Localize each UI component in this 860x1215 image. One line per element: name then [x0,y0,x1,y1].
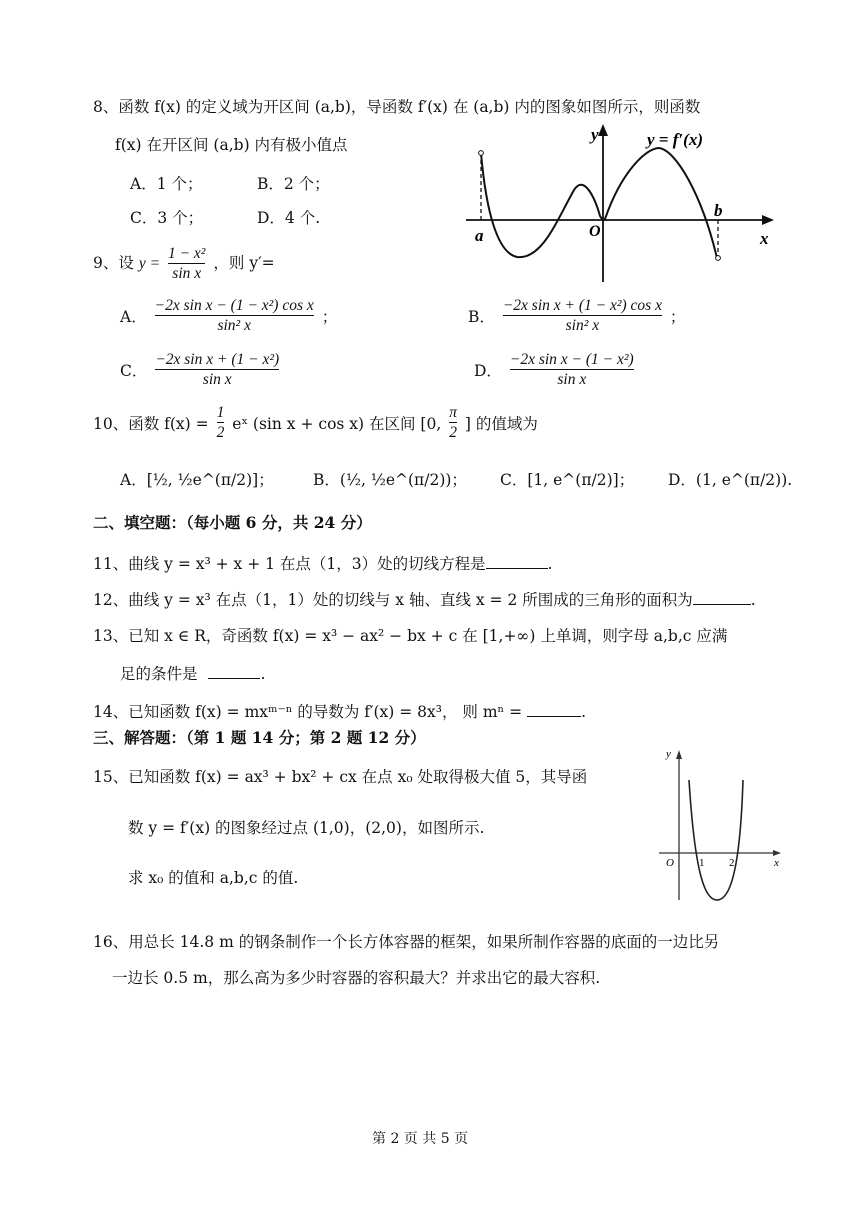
q10-pi-num: π [449,404,457,421]
q11-answer-blank [486,556,548,569]
q16-line1: 16、用总长 14.8 m 的钢条制作一个长方体容器的框架，如果所制作容器的底面的一边比另 [93,933,720,951]
q9-option-b-tail: ； [669,307,686,326]
q8-option-d: D．4 个. [257,209,321,227]
q8-open-endpoint-b [716,256,721,261]
page-footer: 第 2 页 共 5 页 [372,1131,469,1147]
q10-half-num: 1 [216,404,225,421]
q16-line2: 一边长 0.5 m，那么高为多少时容器的容积最大？并求出它的最大容积. [112,969,601,987]
q11-text: 11、曲线 y = x³ + x + 1 在点（1，3）处的切线方程是 [93,555,486,573]
q10-half-den: 2 [216,424,225,442]
q12-answer-blank [693,592,751,605]
q10-pi-fraction [449,403,457,443]
q10-pi-den: 2 [449,424,457,442]
q14-text: 14、已知函数 f(x) = mxᵐ⁻ⁿ 的导数为 f′(x) = 8x³， 则 mⁿ = [93,703,523,721]
q9-option-d-fraction [510,350,634,390]
q9-option-b-fraction [503,296,662,336]
q10-mid: eˣ (sin x + cos x) 在区间 [0, [232,414,442,433]
q10-option-d: D．(1, e^(π/2)). [668,471,793,489]
q8-option-a: A．1 个； [130,175,203,193]
q15-tick-2: 2 [729,857,735,869]
q9-option-a-fraction [155,296,314,336]
q9-option-b-den: sin² x [503,315,662,335]
q13-line2-text: 足的条件是 [120,665,198,683]
section-3-heading: 三、解答题：（第 1 题 14 分；第 2 题 12 分） [93,728,426,747]
q9-option-c-fraction [155,350,279,390]
q15-origin-label: O [666,857,674,869]
q8-curve-label: y = f′(x) [647,130,703,149]
q11 [93,552,553,574]
q9-option-b [468,296,685,336]
q8-option-c: C．3 个； [130,209,204,227]
q14-answer-blank [527,704,581,717]
q8-line1: 8、函数 f(x) 的定义域为开区间 (a,b)，导函数 f′(x) 在 (a,b) 内的图象如图所示，则函数 [93,98,701,116]
q12-end: . [750,591,756,609]
q10-option-c: C．[1, e^(π/2)]； [500,471,635,489]
q9-option-c [120,350,282,390]
q9-option-d-den: sin x [510,369,634,389]
q10-half-fraction [217,403,225,443]
q12 [93,588,756,610]
q9-option-c-den: sin x [155,369,279,389]
q9-option-a [120,296,337,336]
q15-line1: 15、已知函数 f(x) = ax³ + bx² + cx 在点 x₀ 处取得极大值 5，其导函 [93,768,588,786]
section-2-heading: 二、填空题：（每小题 6 分，共 24 分） [93,513,372,532]
q14-end: . [581,703,587,721]
q8-point-b-label: b [714,201,723,220]
q10-tail: ] 的值域为 [464,414,538,433]
q11-end: . [547,555,553,573]
q8-origin-label: O [589,223,601,240]
q9-option-b-num: −2x sin x + (1 − x²) cos x [502,297,662,314]
q9-stem [93,244,275,284]
q8-point-a-label: a [475,226,484,245]
q14 [93,700,586,722]
q15-derivative-graph [655,735,785,905]
q15-line2: 数 y = f′(x) 的图象经过点 (1,0)，(2,0)，如图所示. [128,819,485,837]
q9-option-d [474,350,637,390]
q13-end: . [260,665,266,683]
q9-option-a-tail: ； [321,307,338,326]
q9-option-c-letter: C． [120,361,148,380]
q8-open-endpoint-a [479,151,484,156]
q8-derivative-graph [462,120,782,285]
q10-option-a: A．[½, ½e^(π/2)]； [120,471,274,489]
q9-option-d-letter: D． [474,361,502,380]
q9-denominator: sin x [168,263,206,283]
q15-line3: 求 x₀ 的值和 a,b,c 的值. [128,869,299,887]
q9-after: ，则 y′= [213,253,275,272]
q10-stem [93,403,538,443]
q9-fraction [168,244,206,284]
q12-text: 12、曲线 y = x³ 在点（1，1）处的切线与 x 轴、直线 x = 2 所围成的三角形的面积为 [93,591,693,609]
q9-option-a-num: −2x sin x − (1 − x²) cos x [154,297,314,314]
q9-option-c-num: −2x sin x + (1 − x²) [155,351,280,368]
q8-y-axis-label: y [591,125,599,144]
q10-option-b: B．(½, ½e^(π/2))； [313,471,467,489]
q13-line1: 13、已知 x ∈ R，奇函数 f(x) = x³ − ax² − bx + c 在 [1,+∞) 上单调，则字母 a,b,c 应满 [93,627,728,645]
q9-option-d-num: −2x sin x − (1 − x²) [509,351,634,368]
q9-option-b-letter: B． [468,307,495,326]
q15-y-axis-label: y [666,748,671,760]
q10-lead: 10、函数 f(x) = [93,414,209,433]
q9-numerator: 1 − x² [167,245,206,262]
q8-x-axis-label: x [760,229,769,248]
q8-line2: f(x) 在开区间 (a,b) 内有极小值点 [115,136,348,154]
q9-lhs: y = [138,254,161,272]
q9-option-a-letter: A． [120,307,147,326]
q15-x-axis-label: x [774,857,779,869]
q9-option-a-den: sin² x [155,315,314,335]
q13-line2 [120,662,265,684]
q8-option-b: B．2 个； [257,175,330,193]
q15-tick-1: 1 [699,857,705,869]
q9-number: 9、设 [93,253,134,272]
q13-answer-blank [208,666,260,679]
